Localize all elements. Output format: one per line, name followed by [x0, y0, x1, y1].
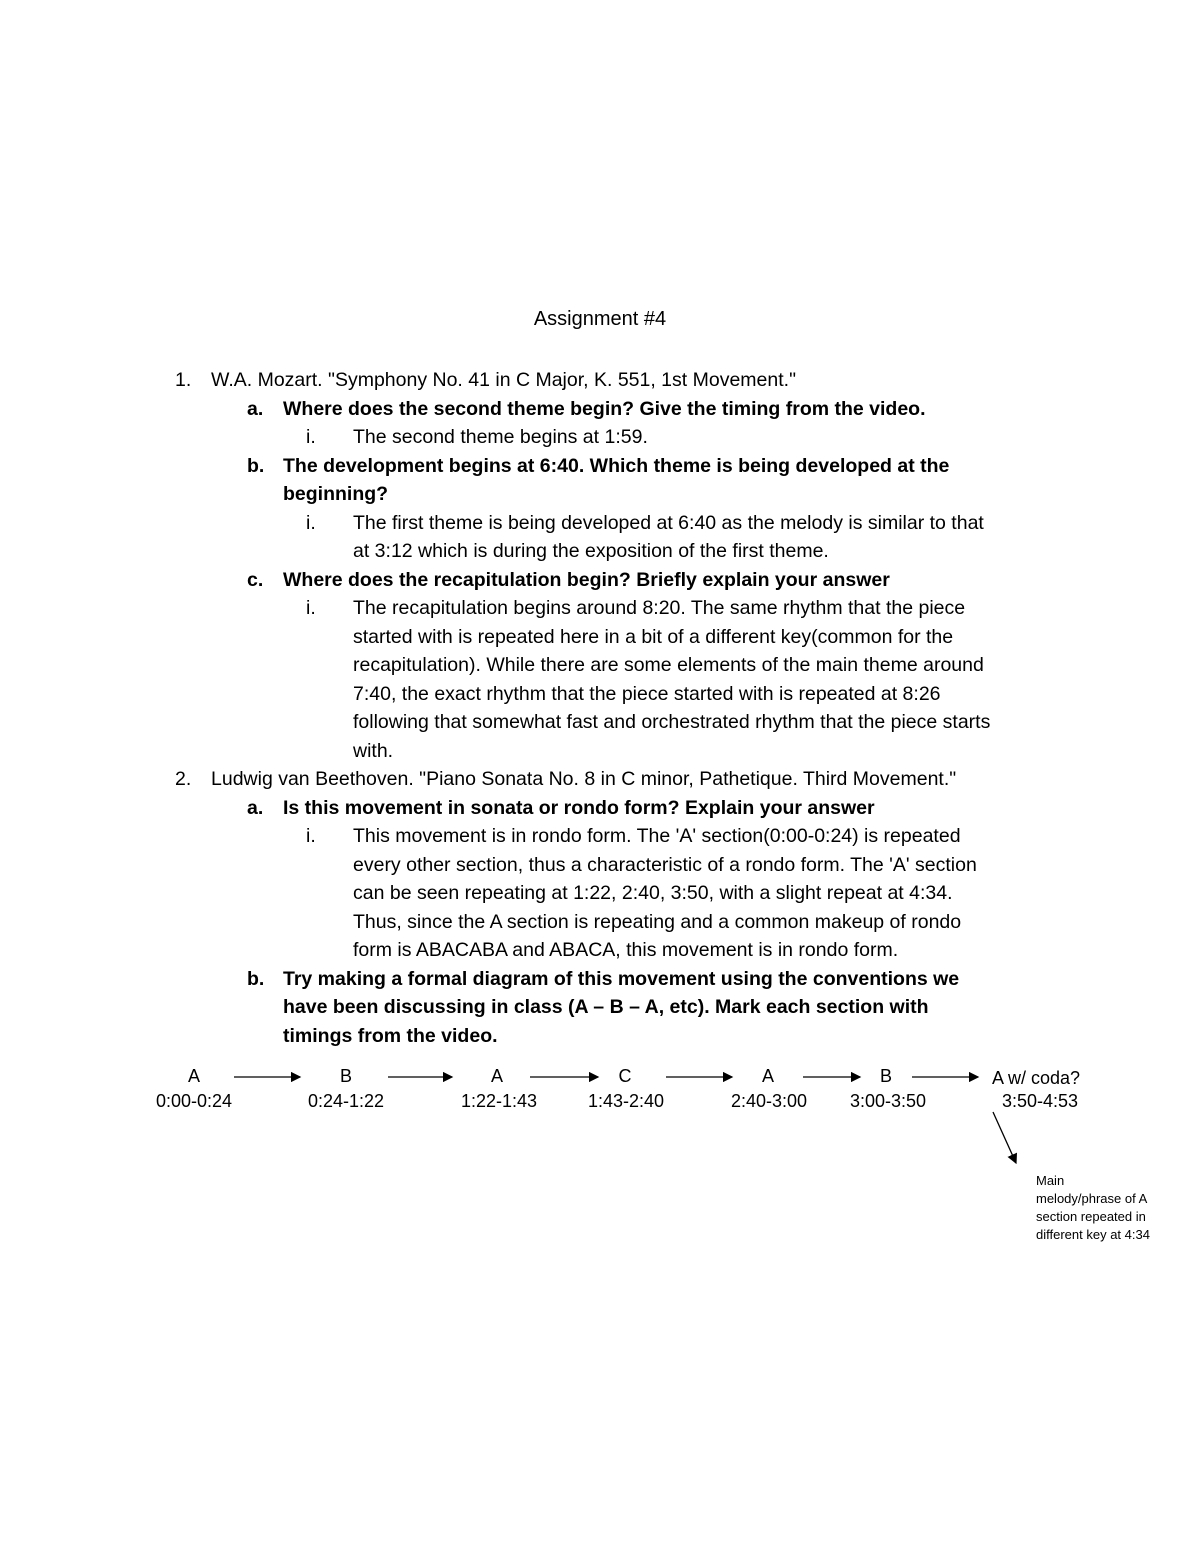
q1b-roman: i.: [306, 512, 316, 534]
q1c-answer-line: The recapitulation begins around 8:20. The same rhythm that the piece: [353, 597, 966, 619]
diagram-section-label: A w/ coda?: [991, 1068, 1081, 1088]
q2b-question-line: Try making a formal diagram of this movement using the conventions we: [283, 968, 960, 990]
diagram-section-time: 0:00-0:24: [155, 1091, 233, 1111]
diagram-section-time: 1:43-2:40: [587, 1091, 665, 1111]
q1a-question: Where does the second theme begin? Give the timing from the video.: [283, 398, 926, 420]
q1a-answer-line: The second theme begins at 1:59.: [353, 426, 648, 448]
q2-number: 2.: [175, 768, 192, 790]
diagram-section-label: C: [618, 1066, 632, 1086]
q2-text: Ludwig van Beethoven. "Piano Sonata No. 8 in C minor, Pathetique. Third Movement.": [211, 768, 957, 790]
q1a-roman: i.: [306, 426, 316, 448]
q2b-question-line: have been discussing in class (A – B – A, etc). Mark each section with: [283, 996, 929, 1018]
page-title: Assignment #4: [533, 308, 667, 330]
coda-note-arrow: [993, 1112, 1016, 1163]
diagram-section-time: 3:50-4:53: [1001, 1091, 1079, 1111]
coda-note-line: Main: [1036, 1173, 1065, 1188]
q2a-question: Is this movement in sonata or rondo form? Explain your answer: [283, 797, 875, 819]
q2a-answer-line: every other section, thus a characteristic of a rondo form. The 'A' section: [353, 854, 977, 876]
q1c-answer-line: following that somewhat fast and orchestrated rhythm that the piece starts: [353, 711, 991, 733]
q1-text: W.A. Mozart. "Symphony No. 41 in C Major, K. 551, 1st Movement.": [211, 369, 796, 391]
q2a-letter: a.: [247, 797, 264, 819]
q2a-answer-line: This movement is in rondo form. The 'A' section(0:00-0:24) is repeated: [353, 825, 961, 847]
coda-note-line: section repeated in: [1036, 1209, 1146, 1224]
q2a-answer-line: form is ABACABA and ABACA, this movement is in rondo form.: [353, 939, 899, 961]
diagram-section-label: A: [761, 1066, 774, 1086]
diagram-section-time: 0:24-1:22: [307, 1091, 385, 1111]
diagram-section-label: A: [490, 1066, 503, 1086]
diagram-section-label: A: [187, 1066, 200, 1086]
q1c-roman: i.: [306, 597, 316, 619]
coda-note-line: melody/phrase of A: [1036, 1191, 1148, 1206]
q1c-answer-line: with.: [353, 740, 394, 762]
q1c-question: Where does the recapitulation begin? Briefly explain your answer: [283, 569, 890, 591]
diagram-section-label: B: [339, 1066, 352, 1086]
q1c-answer-line: 7:40, the exact rhythm that the piece started with is repeated at 8:26: [353, 683, 941, 705]
q1a-letter: a.: [247, 398, 264, 420]
q1b-answer-line: at 3:12 which is during the exposition of the first theme.: [353, 540, 829, 562]
diagram-section-time: 3:00-3:50: [849, 1091, 927, 1111]
diagram-section-time: 1:22-1:43: [460, 1091, 538, 1111]
q2a-answer-line: Thus, since the A section is repeating and a common makeup of rondo: [353, 911, 962, 933]
diagram-section-time: 2:40-3:00: [730, 1091, 808, 1111]
q2b-letter: b.: [247, 968, 265, 990]
coda-note-line: different key at 4:34: [1036, 1227, 1150, 1242]
coda-note: [1036, 1172, 1176, 1244]
diagram-section-label: B: [879, 1066, 892, 1086]
q1b-question-line: beginning?: [283, 483, 389, 505]
q1-number: 1.: [175, 369, 192, 391]
q1c-letter: c.: [247, 569, 264, 591]
q2a-roman: i.: [306, 825, 316, 847]
q1b-answer-line: The first theme is being developed at 6:40 as the melody is similar to that: [353, 512, 984, 534]
q1c-answer-line: started with is repeated here in a bit of a different key(common for the: [353, 626, 954, 648]
q1c-answer-line: recapitulation). While there are some elements of the main theme around: [353, 654, 984, 676]
q2a-answer-line: can be seen repeating at 1:22, 2:40, 3:50, with a slight repeat at 4:34.: [353, 882, 953, 904]
q1b-letter: b.: [247, 455, 265, 477]
q1b-question-line: The development begins at 6:40. Which theme is being developed at the: [283, 455, 950, 477]
q2b-question-line: timings from the video.: [283, 1025, 498, 1047]
